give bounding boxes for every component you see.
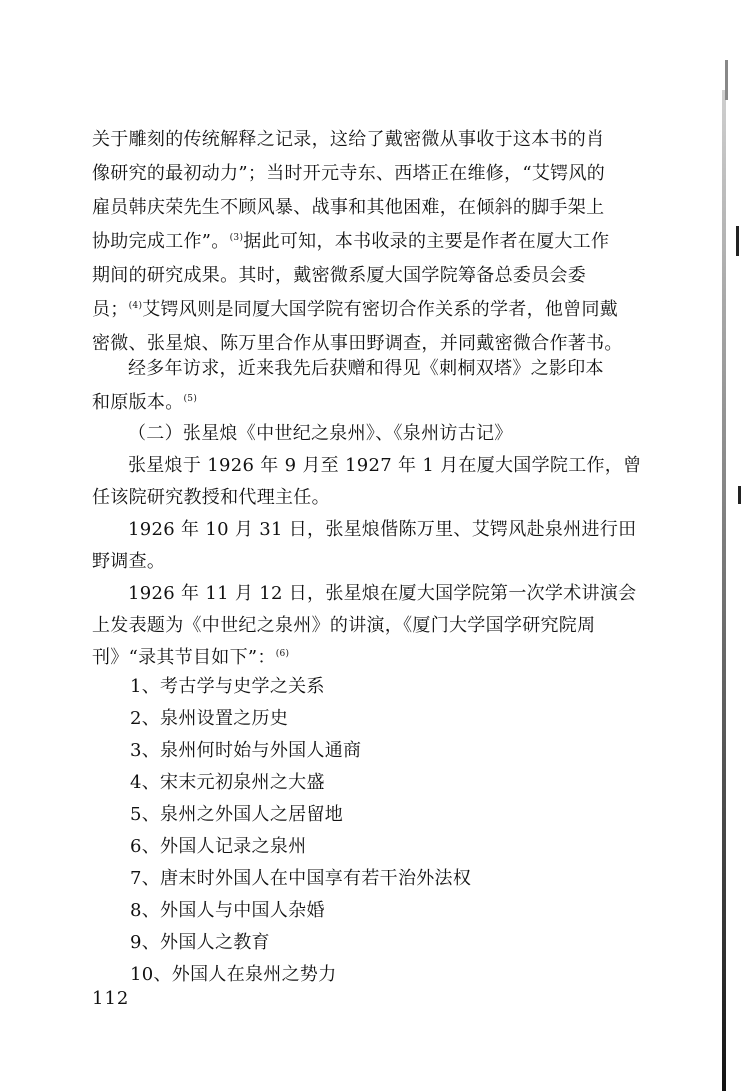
paragraph-line: 1926 年 11 月 12 日，张星烺在厦大国学院第一次学术讲演会 (128, 583, 637, 604)
footnote-ref: (5) (183, 394, 198, 404)
list-item: 2、泉州设置之历史 (130, 708, 289, 729)
paragraph-line: 密微、张星烺、陈万里合作从事田野调查，并同戴密微合作著书。 (92, 333, 623, 354)
page-edge-shadow (722, 90, 726, 1091)
footnote-ref: (3) (229, 233, 244, 243)
list-item: 6、外国人记录之泉州 (130, 836, 307, 857)
paragraph-line: 野调查。 (92, 551, 166, 572)
text-span: 员； (92, 299, 129, 320)
text-span: 协助完成工作”。 (92, 231, 230, 252)
paragraph-line (92, 386, 672, 420)
paragraph-line: 像研究的最初动力”；当时开元寺东、西塔正在维修，“艾锷风的 (92, 163, 606, 184)
paragraph-line: 关于雕刻的传统解释之记录，这给了戴密微从事收于这本书的肖 (92, 129, 605, 150)
footnote-ref: (6) (275, 649, 290, 659)
list-item: 1、考古学与史学之关系 (130, 676, 325, 697)
list-item: 5、泉州之外国人之居留地 (130, 804, 344, 825)
text-span: 刊》“录其节目如下”： (92, 647, 276, 668)
footnote-ref: (4) (128, 301, 143, 311)
paragraph-line (92, 225, 672, 259)
section-heading: （二）张星烺《中世纪之泉州》、《泉州访古记》 (128, 423, 513, 444)
paragraph-line: 1926 年 10 月 31 日，张星烺偕陈万里、艾锷风赴泉州进行田 (128, 519, 637, 540)
scan-mark (736, 226, 739, 256)
list-item: 3、泉州何时始与外国人通商 (130, 740, 362, 761)
scan-mark (738, 486, 741, 504)
scan-mark (725, 60, 728, 100)
text-span: 据此可知，本书收录的主要是作者在厦大工作 (243, 231, 610, 252)
list-item: 8、外国人与中国人杂婚 (130, 900, 325, 921)
text-span: 和原版本。 (92, 392, 184, 413)
list-item: 4、宋末元初泉州之大盛 (130, 772, 325, 793)
text-span: 艾锷风则是同厦大国学院有密切合作关系的学者，他曾同戴 (142, 299, 619, 320)
list-item: 9、外国人之教育 (130, 932, 270, 953)
paragraph-line: 上发表题为《中世纪之泉州》的讲演，《厦门大学国学研究院周 (92, 615, 596, 636)
paragraph-line: 张星烺于 1926 年 9 月至 1927 年 1 月在厦大国学院工作，曾 (128, 455, 642, 476)
list-item: 10、外国人在泉州之势力 (130, 964, 337, 985)
paragraph-line: 经多年访求，近来我先后获赠和得见《刺桐双塔》之影印本 (128, 358, 604, 379)
paragraph-line: 雇员韩庆荣先生不顾风暴、战事和其他困难，在倾斜的脚手架上 (92, 197, 605, 218)
paragraph-line (92, 293, 672, 327)
page-number: 112 (92, 988, 130, 1009)
paragraph-line: 期间的研究成果。其时，戴密微系厦大国学院筹备总委员会委 (92, 265, 587, 286)
paragraph-line: 任该院研究教授和代理主任。 (92, 487, 330, 508)
list-item: 7、唐末时外国人在中国享有若干治外法权 (130, 868, 472, 889)
